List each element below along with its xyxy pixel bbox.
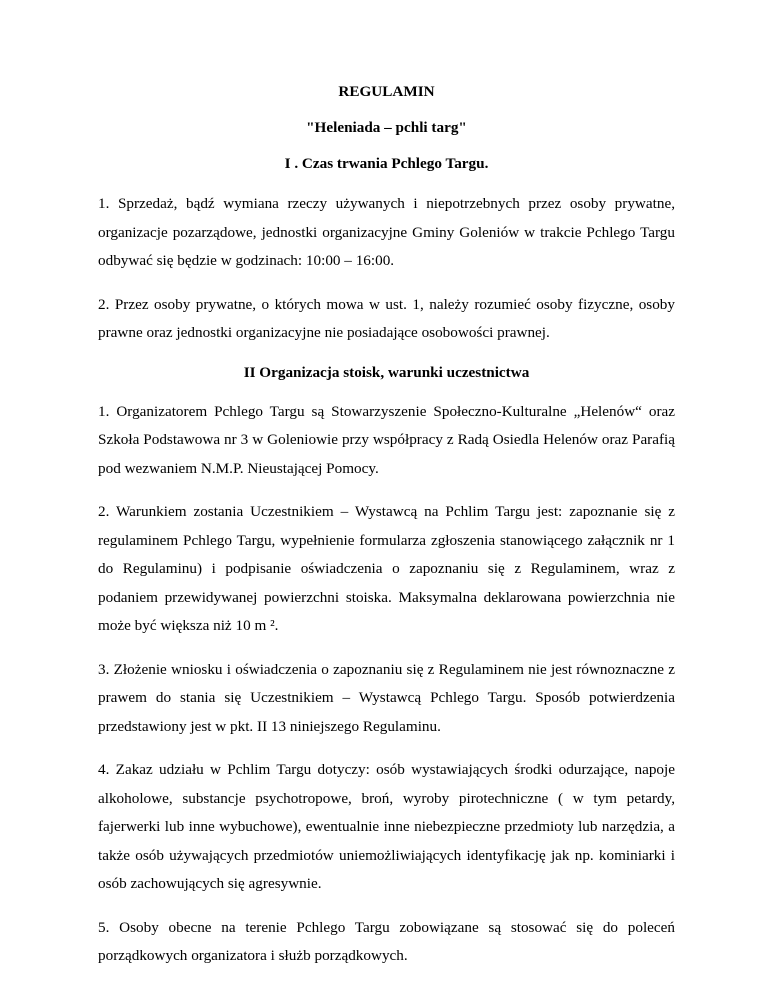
section-2-paragraph-2: 2. Warunkiem zostania Uczestnikiem – Wystawcą na Pchlim Targu jest: zapoznanie się z regulaminem Pchlego Targu, wypełnienie formularza zgłoszenia stanowiącego załącznik nr 1 do Regulaminu) i podpisanie oświadczenia o zapoznaniu się z Regulaminem, wraz z podaniem przewidywanej powierzchni stoiska. Maksymalna deklarowana powierzchnia nie może być większa niż 10 m ². [98,503,675,634]
section-2-paragraph-1: 1. Organizatorem Pchlego Targu są Stowarzyszenie Społeczno-Kulturalne „Helenów“ oraz Szkoła Podstawowa nr 3 w Goleniowie przy współpracy z Radą Osiedla Helenów oraz Parafią pod wezwaniem N.M.P. Nieustającej Pomocy. [98,402,675,477]
section-1-paragraph-1: 1. Sprzedaż, bądź wymiana rzeczy używanych i niepotrzebnych przez osoby prywatne, organizacje pozarządowe, jednostki organizacyjne Gminy Goleniów w trakcie Pchlego Targu odbywać się będzie w godzinach: 10:00 – 16:00. [98,195,675,269]
section-2-paragraph-4: 4. Zakaz udziału w Pchlim Targu dotyczy: osób wystawiających środki odurzające, napoje alkoholowe, substancje psychotropowe, broń, wyroby pirotechniczne ( w tym petardy, fajerwerki lub inne wybuchowe), ewentualnie inne niebezpieczne przedmioty lub narzędzia, a także osób używających przedmiotów uniemożliwiających identyfikację jak np. kominiarki i osób zachowujących się agresywnie. [98,761,675,892]
section-2-paragraph-5: 5. Osoby obecne na terenie Pchlego Targu zobowiązane są stosować się do poleceń porządkowych organizatora i służb porządkowych. [98,918,675,964]
document-subtitle: "Heleniada – pchli targ" [306,119,467,136]
document-content [98,82,675,986]
document-title: REGULAMIN [338,83,435,100]
section-2-heading: II Organizacja stoisk, warunki uczestnictwa [243,363,530,381]
section-1-paragraph-2: 2. Przez osoby prywatne, o których mowa w ust. 1, należy rozumieć osoby fizyczne, osoby prawne oraz jednostki organizacyjne nie posiadające osobowości prawnej. [98,295,675,341]
section-1-heading: I . Czas trwania Pchlego Targu. [284,155,489,172]
section-2-paragraph-3: 3. Złożenie wniosku i oświadczenia o zapoznaniu się z Regulaminem nie jest równoznaczne z prawem do stania się Uczestnikiem – Wystawcą Pchlego Targu. Sposób potwierdzenia przedstawiony jest w pkt. II 13 niniejszego Regulaminu. [98,660,675,735]
